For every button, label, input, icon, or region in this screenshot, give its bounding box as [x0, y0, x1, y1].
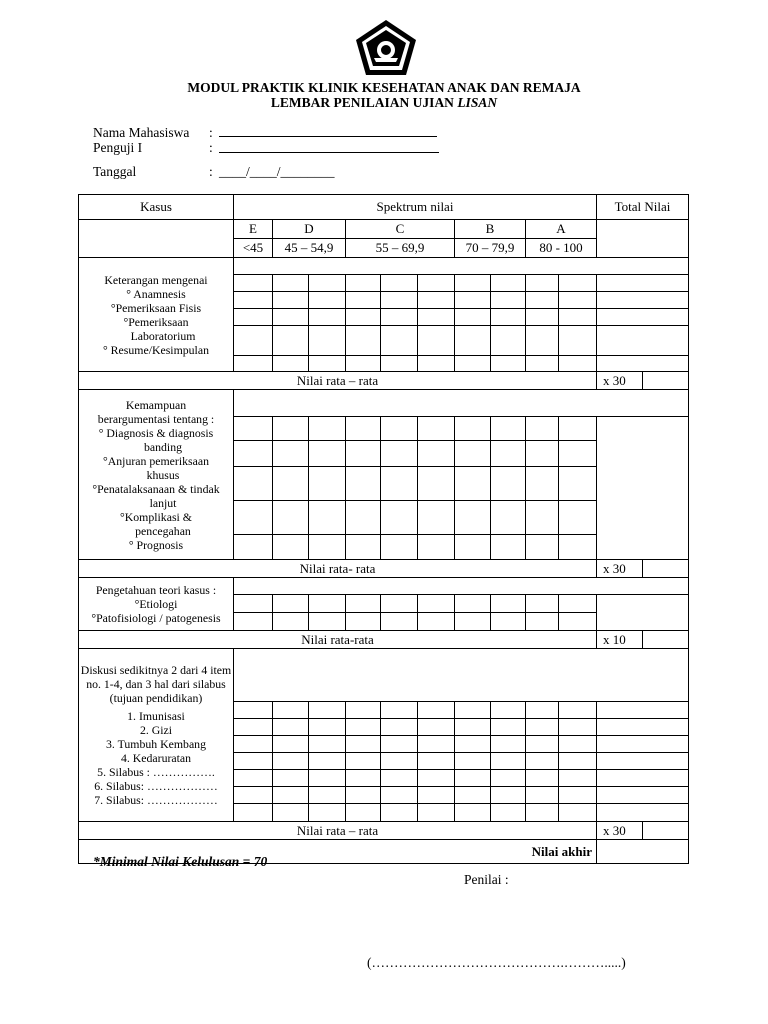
score-cell[interactable] [273, 275, 309, 292]
score-cell[interactable] [559, 787, 597, 804]
score-cell[interactable] [418, 613, 455, 631]
score-cell[interactable] [526, 417, 559, 441]
score-cell[interactable] [455, 719, 491, 736]
score-cell[interactable] [309, 292, 346, 309]
score-cell[interactable] [455, 736, 491, 753]
nama-mahasiswa-label: Nama Mahasiswa [93, 125, 190, 140]
score-cell[interactable] [273, 719, 309, 736]
list-item: khusus [146, 467, 180, 482]
score-cell[interactable] [273, 501, 309, 535]
score-cell[interactable] [455, 595, 491, 613]
score-cell[interactable] [418, 804, 455, 822]
score-cell[interactable] [346, 736, 381, 753]
list-item: 2. Gizi [139, 723, 173, 737]
score-cell[interactable] [597, 736, 689, 753]
list-item: ° Diagnosis & diagnosis [98, 425, 214, 440]
score-cell[interactable] [559, 613, 597, 631]
score-cell[interactable] [418, 275, 455, 292]
score-cell[interactable] [418, 736, 455, 753]
score-cell[interactable] [381, 770, 418, 787]
score-cell[interactable] [234, 595, 273, 613]
score-cell[interactable] [491, 501, 526, 535]
score-cell[interactable] [597, 292, 689, 309]
nilai-rata-rata-2: Nilai rata- rata [79, 560, 597, 578]
score-cell[interactable] [234, 356, 273, 372]
score-cell[interactable] [526, 770, 559, 787]
score-cell[interactable] [491, 719, 526, 736]
multiplier-1: x 30 [597, 372, 643, 390]
nilai-rata-rata-4: Nilai rata – rata [79, 822, 597, 840]
section-title: berargumentasi tentang : [97, 411, 215, 426]
score-cell[interactable] [418, 753, 455, 770]
score-cell[interactable] [309, 501, 346, 535]
score-cell[interactable] [455, 292, 491, 309]
range-d: 45 – 54,9 [273, 239, 346, 258]
score-cell[interactable] [526, 326, 559, 356]
score-cell[interactable] [381, 275, 418, 292]
section-title: Keterangan mengenai [104, 272, 208, 287]
score-cell[interactable] [273, 535, 309, 560]
score-cell[interactable] [346, 275, 381, 292]
score-cell[interactable] [234, 441, 273, 467]
list-item: °Pemeriksaan Fisis [110, 300, 202, 315]
score-cell[interactable] [455, 417, 491, 441]
score-cell[interactable] [526, 719, 559, 736]
score-cell[interactable] [526, 787, 559, 804]
score-cell[interactable] [491, 787, 526, 804]
score-cell[interactable] [559, 595, 597, 613]
score-cell[interactable] [491, 326, 526, 356]
score-cell[interactable] [597, 595, 689, 631]
score-cell[interactable] [455, 309, 491, 326]
score-cell[interactable] [418, 309, 455, 326]
score-cell[interactable] [346, 356, 381, 372]
score-cell[interactable] [418, 417, 455, 441]
score-cell[interactable] [597, 309, 689, 326]
penguji-field[interactable] [219, 140, 439, 153]
score-cell[interactable] [559, 441, 597, 467]
list-item: ° Resume/Kesimpulan [103, 342, 209, 357]
score-cell[interactable] [346, 441, 381, 467]
score-cell[interactable] [526, 535, 559, 560]
list-item: pencegahan [135, 523, 191, 538]
score-cell[interactable] [309, 770, 346, 787]
score-cell[interactable] [381, 501, 418, 535]
document-subtitle [0, 95, 768, 111]
document-title: MODUL PRAKTIK KLINIK KESEHATAN ANAK DAN REMAJA [187, 80, 581, 95]
score-cell[interactable] [526, 736, 559, 753]
score-cell[interactable] [418, 467, 455, 501]
nilai-rata-rata-1: Nilai rata – rata [79, 372, 597, 390]
score-cell[interactable] [346, 467, 381, 501]
list-item: °Pemeriksaan [123, 314, 189, 329]
score-cell[interactable] [309, 736, 346, 753]
score-cell[interactable] [559, 292, 597, 309]
score-cell[interactable] [491, 292, 526, 309]
score-cell[interactable] [418, 535, 455, 560]
minimum-score-note: *Minimal Nilai Kelulusan = 70 [93, 854, 268, 869]
score-cell[interactable] [491, 753, 526, 770]
score-cell[interactable] [273, 309, 309, 326]
score-cell[interactable] [381, 467, 418, 501]
score-cell[interactable] [418, 719, 455, 736]
list-item: 7. Silabus: ……………… [94, 793, 218, 807]
score-cell[interactable] [309, 595, 346, 613]
score-cell[interactable] [418, 292, 455, 309]
score-cell[interactable] [381, 613, 418, 631]
score-cell[interactable] [273, 441, 309, 467]
list-item: banding [143, 439, 182, 454]
score-cell[interactable] [418, 787, 455, 804]
penilai-label: Penilai : [464, 872, 509, 887]
score-cell[interactable] [526, 613, 559, 631]
score-cell[interactable] [234, 719, 273, 736]
score-cell[interactable] [346, 595, 381, 613]
weighted-score-1[interactable] [643, 372, 689, 390]
score-cell[interactable] [234, 326, 273, 356]
score-cell[interactable] [491, 770, 526, 787]
score-cell[interactable] [455, 753, 491, 770]
score-cell[interactable] [309, 753, 346, 770]
score-cell[interactable] [559, 501, 597, 535]
score-cell[interactable] [381, 326, 418, 356]
nilai-akhir-label: Nilai akhir [79, 840, 597, 864]
grade-b: B [455, 220, 526, 239]
score-cell[interactable] [491, 467, 526, 501]
score-cell[interactable] [234, 702, 273, 719]
grade-c: C [346, 220, 455, 239]
score-cell[interactable] [346, 613, 381, 631]
score-cell[interactable] [559, 804, 597, 822]
score-cell[interactable] [491, 309, 526, 326]
grade-a: A [526, 220, 597, 239]
score-cell[interactable] [234, 649, 689, 702]
tanggal-field[interactable]: ____/____/________ [219, 164, 335, 179]
score-cell[interactable] [455, 804, 491, 822]
weighted-score-2[interactable] [643, 560, 689, 578]
score-cell[interactable] [309, 467, 346, 501]
multiplier-4: x 30 [597, 822, 643, 840]
nilai-rata-rata-3: Nilai rata-rata [79, 631, 597, 649]
institution-logo [352, 18, 420, 78]
nama-mahasiswa-field[interactable] [219, 124, 437, 137]
score-cell[interactable] [273, 356, 309, 372]
score-cell[interactable] [455, 501, 491, 535]
list-item: Laboratorium [130, 328, 196, 343]
section-argumentasi [79, 390, 234, 560]
score-cell[interactable] [597, 753, 689, 770]
score-cell[interactable] [346, 326, 381, 356]
score-cell[interactable] [597, 804, 689, 822]
section-teori [79, 578, 234, 631]
list-item: ° Prognosis [128, 537, 184, 552]
score-cell[interactable] [346, 753, 381, 770]
colon: : [209, 125, 213, 140]
score-cell[interactable] [418, 501, 455, 535]
score-cell[interactable] [273, 736, 309, 753]
score-cell[interactable] [273, 702, 309, 719]
score-cell[interactable] [346, 309, 381, 326]
score-cell[interactable] [346, 292, 381, 309]
score-cell[interactable] [309, 787, 346, 804]
score-cell[interactable] [418, 770, 455, 787]
score-cell[interactable] [346, 770, 381, 787]
total-cell[interactable] [597, 220, 689, 258]
score-cell[interactable] [559, 417, 597, 441]
empty-cell [79, 220, 234, 258]
score-cell[interactable] [234, 770, 273, 787]
score-cell[interactable] [597, 719, 689, 736]
list-item: 4. Kedaruratan [120, 751, 192, 765]
score-cell[interactable] [491, 535, 526, 560]
signature-line[interactable]: (…………………………………….……….....) [367, 955, 626, 970]
score-cell[interactable] [418, 441, 455, 467]
score-cell[interactable] [381, 719, 418, 736]
score-cell[interactable] [234, 390, 689, 417]
score-cell[interactable] [381, 309, 418, 326]
score-cell[interactable] [234, 736, 273, 753]
score-cell[interactable] [381, 804, 418, 822]
score-cell[interactable] [418, 595, 455, 613]
list-item: lanjut [149, 495, 177, 510]
score-cell[interactable] [418, 326, 455, 356]
range-e: <45 [234, 239, 273, 258]
list-item: °Anjuran pemeriksaan [103, 453, 209, 468]
score-cell[interactable] [234, 258, 689, 275]
score-cell[interactable] [234, 535, 273, 560]
header-spektrum: Spektrum nilai [234, 195, 597, 220]
weighted-score-3[interactable] [643, 631, 689, 649]
list-item: ° Anamnesis [126, 286, 186, 301]
score-cell[interactable] [234, 309, 273, 326]
score-cell[interactable] [526, 753, 559, 770]
score-cell[interactable] [559, 719, 597, 736]
score-cell[interactable] [346, 535, 381, 560]
score-cell[interactable] [491, 804, 526, 822]
score-cell[interactable] [309, 613, 346, 631]
score-cell[interactable] [559, 770, 597, 787]
list-item: °Patofisiologi / patogenesis [91, 611, 221, 625]
range-a: 80 - 100 [526, 239, 597, 258]
score-cell[interactable] [381, 292, 418, 309]
section-diskusi [79, 649, 234, 822]
score-cell[interactable] [273, 770, 309, 787]
score-cell[interactable] [309, 417, 346, 441]
score-cell[interactable] [559, 702, 597, 719]
score-cell[interactable] [381, 535, 418, 560]
score-cell[interactable] [559, 535, 597, 560]
score-cell[interactable] [455, 441, 491, 467]
score-cell[interactable] [234, 578, 689, 595]
score-cell[interactable] [526, 292, 559, 309]
score-cell[interactable] [597, 326, 689, 356]
score-cell[interactable] [381, 702, 418, 719]
score-cell[interactable] [491, 356, 526, 372]
score-cell[interactable] [234, 275, 273, 292]
score-cell[interactable] [381, 356, 418, 372]
score-cell[interactable] [455, 326, 491, 356]
score-cell[interactable] [455, 770, 491, 787]
score-cell[interactable] [381, 736, 418, 753]
score-cell[interactable] [491, 417, 526, 441]
score-cell[interactable] [309, 275, 346, 292]
section-keterangan [79, 258, 234, 372]
score-cell[interactable] [273, 753, 309, 770]
score-cell[interactable] [234, 292, 273, 309]
multiplier-2: x 30 [597, 560, 643, 578]
header-total: Total Nilai [597, 195, 689, 220]
score-cell[interactable] [597, 770, 689, 787]
list-item: 1. Imunisasi [127, 709, 185, 723]
score-cell[interactable] [273, 595, 309, 613]
nilai-akhir-value[interactable] [597, 840, 689, 864]
score-cell[interactable] [455, 356, 491, 372]
score-cell[interactable] [526, 356, 559, 372]
score-cell[interactable] [273, 613, 309, 631]
section-title: Kemampuan [125, 397, 187, 412]
subtitle-italic: LISAN [457, 95, 498, 110]
header-kasus: Kasus [79, 195, 234, 220]
score-cell[interactable] [559, 753, 597, 770]
score-cell[interactable] [309, 326, 346, 356]
list-item: 5. Silabus : ……………. [97, 765, 215, 779]
section-title: Diskusi sedikitnya 2 dari 4 item no. 1-4, dan 3 hal dari silabus (tujuan pendidikan) [80, 663, 232, 705]
score-cell[interactable] [346, 804, 381, 822]
score-cell[interactable] [526, 441, 559, 467]
score-cell[interactable] [559, 275, 597, 292]
score-cell[interactable] [346, 719, 381, 736]
score-cell[interactable] [273, 292, 309, 309]
score-cell[interactable] [526, 467, 559, 501]
score-cell[interactable] [381, 753, 418, 770]
score-cell[interactable] [455, 535, 491, 560]
colon: : [209, 140, 213, 155]
score-cell[interactable] [455, 787, 491, 804]
score-cell[interactable] [559, 326, 597, 356]
score-cell[interactable] [309, 535, 346, 560]
tanggal-label: Tanggal [93, 164, 137, 179]
list-item: °Komplikasi & [120, 509, 192, 524]
score-cell[interactable] [526, 309, 559, 326]
weighted-score-4[interactable] [643, 822, 689, 840]
score-cell[interactable] [273, 467, 309, 501]
score-cell[interactable] [309, 804, 346, 822]
grade-e: E [234, 220, 273, 239]
score-cell[interactable] [526, 501, 559, 535]
score-cell[interactable] [234, 753, 273, 770]
score-cell[interactable] [559, 736, 597, 753]
score-cell[interactable] [559, 467, 597, 501]
assessment-table [78, 194, 689, 864]
score-cell[interactable] [455, 613, 491, 631]
score-cell[interactable] [597, 275, 689, 292]
score-cell[interactable] [526, 595, 559, 613]
list-item: °Penatalaksanaan & tindak [92, 481, 220, 496]
score-cell[interactable] [559, 356, 597, 372]
score-cell[interactable] [418, 702, 455, 719]
score-cell[interactable] [234, 804, 273, 822]
score-cell[interactable] [597, 787, 689, 804]
score-cell[interactable] [491, 595, 526, 613]
score-cell[interactable] [309, 356, 346, 372]
score-cell[interactable] [381, 441, 418, 467]
score-cell[interactable] [526, 275, 559, 292]
score-cell[interactable] [418, 356, 455, 372]
colon: : [209, 164, 213, 179]
score-cell[interactable] [273, 326, 309, 356]
score-cell[interactable] [597, 356, 689, 372]
score-cell[interactable] [381, 417, 418, 441]
score-cell[interactable] [491, 275, 526, 292]
score-cell[interactable] [455, 275, 491, 292]
score-cell[interactable] [309, 441, 346, 467]
score-cell[interactable] [559, 309, 597, 326]
score-cell[interactable] [346, 501, 381, 535]
range-b: 70 – 79,9 [455, 239, 526, 258]
grade-d: D [273, 220, 346, 239]
score-cell[interactable] [526, 804, 559, 822]
score-cell[interactable] [309, 702, 346, 719]
score-cell[interactable] [234, 417, 273, 441]
score-cell[interactable] [381, 595, 418, 613]
list-item: °Etiologi [134, 597, 178, 611]
multiplier-3: x 10 [597, 631, 643, 649]
score-cell[interactable] [381, 787, 418, 804]
score-cell[interactable] [455, 467, 491, 501]
score-cell[interactable] [234, 501, 273, 535]
subtitle-text: LEMBAR PENILAIAN UJIAN [270, 95, 458, 110]
score-cell[interactable] [309, 309, 346, 326]
score-cell[interactable] [273, 804, 309, 822]
section-title: Pengetahuan teori kasus : [95, 583, 217, 597]
score-cell[interactable] [491, 736, 526, 753]
score-cell[interactable] [597, 702, 689, 719]
list-item: 6. Silabus: ……………… [94, 779, 218, 793]
score-cell[interactable] [491, 613, 526, 631]
score-cell[interactable] [526, 702, 559, 719]
list-item: 3. Tumbuh Kembang [106, 737, 206, 751]
score-cell[interactable] [455, 702, 491, 719]
score-cell[interactable] [273, 787, 309, 804]
score-cell[interactable] [234, 613, 273, 631]
score-cell[interactable] [491, 441, 526, 467]
range-c: 55 – 69,9 [346, 239, 455, 258]
score-cell[interactable] [491, 702, 526, 719]
score-cell[interactable] [597, 417, 689, 560]
score-cell[interactable] [346, 787, 381, 804]
score-cell[interactable] [234, 467, 273, 501]
penguji-label: Penguji I [93, 140, 143, 155]
score-cell[interactable] [309, 719, 346, 736]
score-cell[interactable] [234, 787, 273, 804]
score-cell[interactable] [273, 417, 309, 441]
score-cell[interactable] [346, 417, 381, 441]
score-cell[interactable] [346, 702, 381, 719]
